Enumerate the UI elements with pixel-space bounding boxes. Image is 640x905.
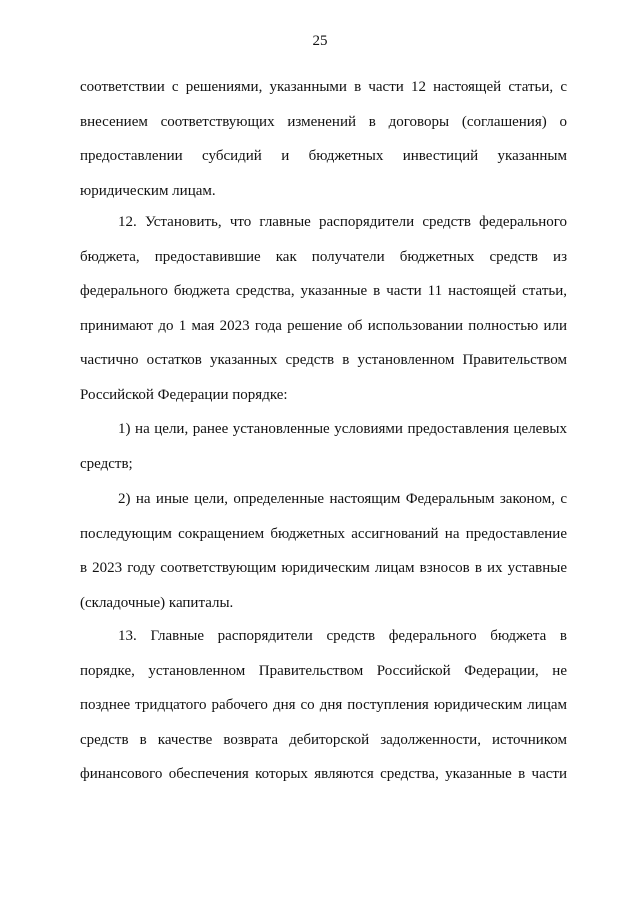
paragraph-line: средств в качестве возврата дебиторской задолженности, источником [80, 731, 567, 748]
paragraph-line: федерального бюджета средства, указанные в части 11 настоящей статьи, [80, 283, 567, 299]
paragraph-continuation [80, 70, 567, 208]
paragraph-line: 2) на иные цели, определенные настоящим Федеральным законом, с [118, 491, 567, 507]
paragraph-line: принимают до 1 мая 2023 года решение об использовании полностью или [80, 317, 567, 334]
paragraph-line: частично остатков указанных средств в установленном Правительством [80, 352, 567, 368]
paragraph-line: юридическим лицам. [80, 182, 216, 199]
paragraph-line: бюджета, предоставившие как получатели бюджетных средств из [80, 248, 567, 265]
paragraph-line: Российской Федерации порядке: [80, 386, 288, 403]
paragraph-line: соответствии с решениями, указанными в части 12 настоящей статьи, с [80, 79, 567, 95]
paragraph-line: средств; [80, 455, 133, 472]
list-item-1 [80, 412, 567, 481]
paragraph-line: позднее тридцатого рабочего дня со дня поступления юридическим лицам [80, 697, 567, 713]
paragraph-line: 1) на цели, ранее установленные условиями предоставления целевых [118, 421, 567, 437]
page-number: 25 [312, 33, 328, 49]
paragraph-line: в 2023 году соответствующим юридическим лицам взносов в их уставные [80, 560, 567, 576]
paragraph-line: предоставлении субсидий и бюджетных инвестиций указанным [80, 148, 567, 164]
paragraph-line: порядке, установленном Правительством Российской Федерации, не [80, 662, 567, 679]
paragraph-line: последующим сокращением бюджетных ассигнований на предоставление [80, 525, 567, 542]
paragraph-line: 12. Установить, что главные распорядители средств федерального [118, 214, 567, 230]
paragraph-12 [80, 205, 567, 412]
paragraph-line: 13. Главные распорядители средств федерального бюджета в [118, 628, 567, 644]
paragraph-line: (складочные) капиталы. [80, 594, 234, 611]
paragraph-line: внесением соответствующих изменений в договоры (соглашения) о [80, 113, 567, 130]
paragraph-13 [80, 619, 567, 792]
list-item-2 [80, 482, 567, 620]
paragraph-line: финансового обеспечения которых являются средства, указанные в части [80, 766, 567, 782]
